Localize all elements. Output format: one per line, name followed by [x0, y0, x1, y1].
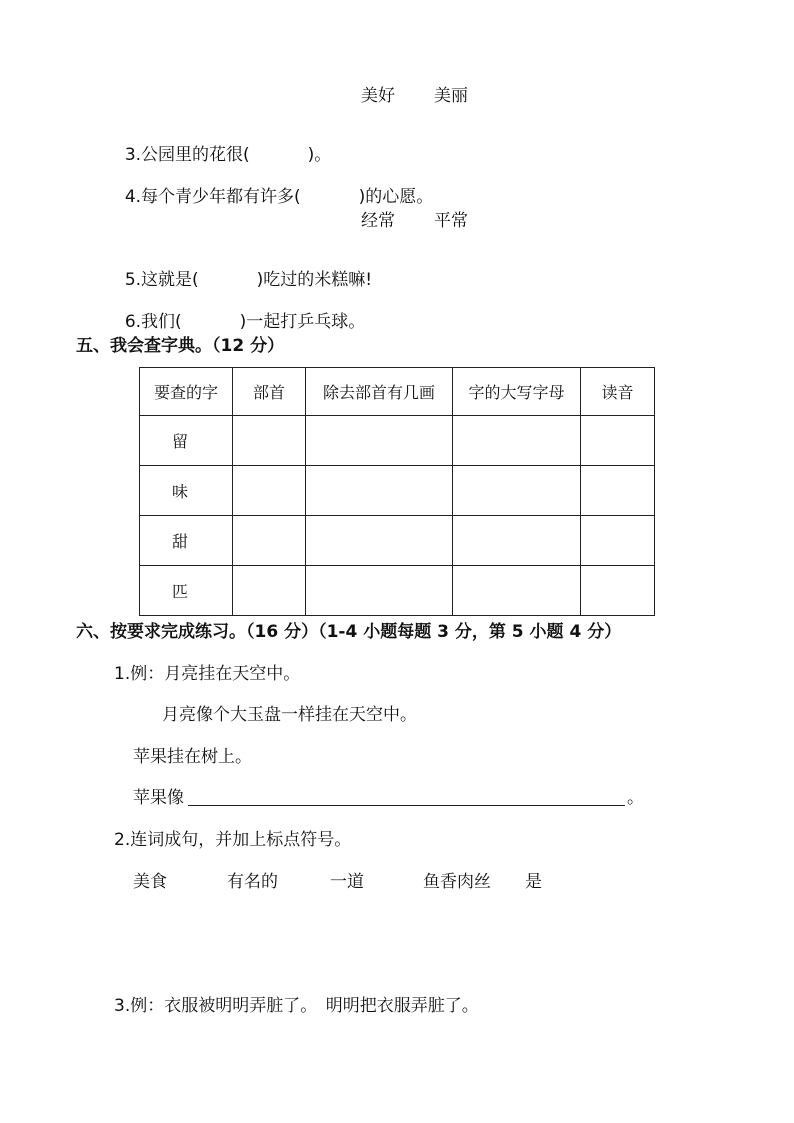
table-char-cell: 留 [140, 416, 233, 466]
table-char-cell: 匹 [140, 566, 233, 616]
dictionary-table [139, 367, 655, 616]
table-answer-cell[interactable] [233, 516, 306, 566]
question-3-text-before: 3.公园里的花很( [124, 145, 250, 165]
section-6-q1-prompt: 苹果挂在树上。 [133, 747, 252, 767]
question-5 [114, 255, 372, 289]
table-header-cell: 部首 [233, 368, 306, 416]
table-header-cell: 除去部首有几画 [306, 368, 453, 416]
table-char-cell: 味 [140, 466, 233, 516]
table-row [140, 416, 655, 466]
table-answer-cell[interactable] [233, 566, 306, 616]
table-answer-cell[interactable] [306, 516, 453, 566]
question-5-text-after: )吃过的米糕嘛! [256, 270, 373, 290]
section-6-q1-example-answer: 月亮像个大玉盘一样挂在天空中。 [162, 705, 417, 725]
table-answer-cell[interactable] [233, 466, 306, 516]
answer-line[interactable] [188, 805, 625, 806]
question-6 [114, 297, 365, 331]
table-answer-cell[interactable] [306, 416, 453, 466]
question-6-text-after: )一起打乒乓球。 [239, 312, 366, 332]
question-5-text-before: 5.这就是( [124, 270, 199, 290]
table-header-cell: 读音 [581, 368, 655, 416]
table-answer-cell[interactable] [453, 566, 581, 616]
word-card: 美食 [133, 872, 167, 892]
section-6-q1-example: 1.例：月亮挂在天空中。 [114, 664, 301, 684]
table-answer-cell[interactable] [306, 466, 453, 516]
table-answer-cell[interactable] [581, 416, 655, 466]
question-4-text-after: )的心愿。 [358, 187, 434, 207]
table-answer-cell[interactable] [453, 466, 581, 516]
question-3 [114, 130, 331, 164]
table-row [140, 566, 655, 616]
table-header-cell: 要查的字 [140, 368, 233, 416]
table-row [140, 466, 655, 516]
section-6-q1-fill-prefix: 苹果像 [133, 788, 184, 808]
word-option-pingchang: 平常 [434, 211, 468, 231]
section-6-title: 六、按要求完成练习。（16 分）（1-4 小题每题 3 分，第 5 小题 4 分） [76, 622, 622, 642]
table-answer-cell[interactable] [581, 466, 655, 516]
table-answer-cell[interactable] [453, 516, 581, 566]
question-4 [114, 172, 433, 206]
word-option-meili: 美丽 [434, 86, 468, 106]
word-card: 鱼香肉丝 [423, 872, 491, 892]
table-answer-cell[interactable] [233, 416, 306, 466]
table-answer-cell[interactable] [581, 516, 655, 566]
section-6-q3-example: 3.例：衣服被明明弄脏了。 明明把衣服弄脏了。 [114, 996, 479, 1016]
word-option-meihao: 美好 [361, 86, 395, 106]
table-header-cell: 字的大写字母 [453, 368, 581, 416]
word-card: 一道 [330, 872, 364, 892]
question-4-text-before: 4.每个青少年都有许多( [124, 187, 301, 207]
table-char-cell: 甜 [140, 516, 233, 566]
section-6-q1-fill-end: 。 [627, 788, 644, 808]
word-card: 是 [525, 872, 542, 892]
section-6-q2-title: 2.连词成句，并加上标点符号。 [114, 830, 352, 850]
word-card: 有名的 [227, 872, 278, 892]
table-row [140, 516, 655, 566]
table-answer-cell[interactable] [581, 566, 655, 616]
table-answer-cell[interactable] [306, 566, 453, 616]
word-option-jingchang: 经常 [361, 211, 395, 231]
question-3-text-after: )。 [307, 145, 332, 165]
table-answer-cell[interactable] [453, 416, 581, 466]
table-header-row [140, 368, 655, 416]
question-6-text-before: 6.我们( [124, 312, 182, 332]
section-5-title: 五、我会查字典。（12 分） [76, 336, 285, 356]
